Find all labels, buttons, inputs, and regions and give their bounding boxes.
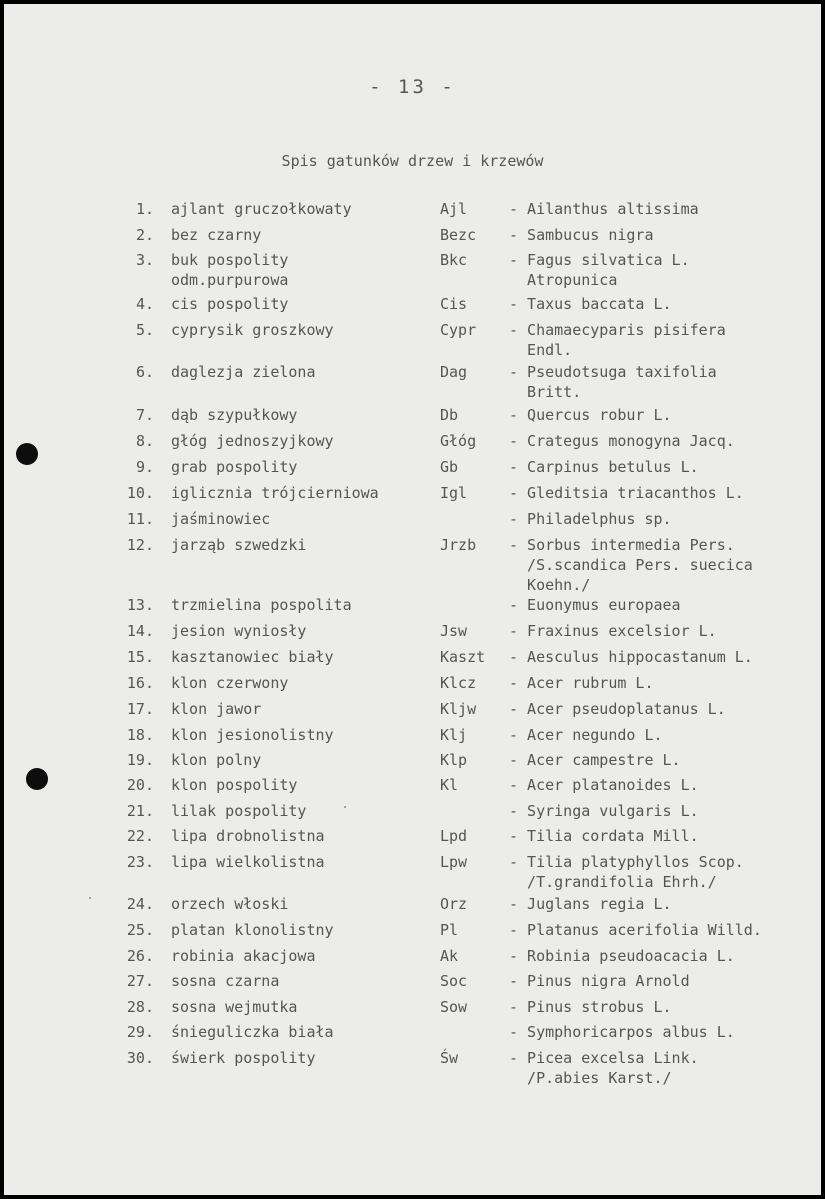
latin-name: - Euonymus europaea bbox=[509, 596, 681, 614]
latin-name: - Tilia cordata Mill. bbox=[509, 827, 699, 845]
polish-name: robinia akacjowa bbox=[171, 947, 316, 965]
entry-number: 17. bbox=[126, 700, 154, 718]
polish-name: grab pospolity bbox=[171, 458, 298, 476]
latin-name: - Quercus robur L. bbox=[509, 406, 672, 424]
latin-name: - Acer platanoides L. bbox=[509, 776, 699, 794]
polish-name: kasztanowiec biały bbox=[171, 648, 334, 666]
latin-name: - Acer campestre L. bbox=[509, 751, 681, 769]
speck-mark bbox=[344, 806, 346, 808]
latin-name: - Pseudotsuga taxifolia Britt. bbox=[509, 363, 717, 401]
abbreviation: Pl bbox=[440, 921, 459, 939]
polish-name: klon jesionolistny bbox=[171, 726, 334, 744]
page-title: Spis gatunków drzew i krzewów bbox=[281, 152, 544, 170]
entry-number: 25. bbox=[126, 921, 154, 939]
abbreviation: Sow bbox=[440, 998, 468, 1016]
abbreviation: Jsw bbox=[440, 622, 468, 640]
abbreviation: Klp bbox=[440, 751, 468, 769]
entry-number: 16. bbox=[126, 674, 154, 692]
document-page bbox=[4, 4, 821, 1195]
entry-number: 8. bbox=[135, 432, 154, 450]
polish-name: bez czarny bbox=[171, 226, 262, 244]
abbreviation: Dag bbox=[440, 363, 468, 381]
latin-name: - Crategus monogyna Jacq. bbox=[509, 432, 735, 450]
polish-name: lipa wielkolistna bbox=[171, 853, 325, 871]
polish-name: klon pospolity bbox=[171, 776, 298, 794]
entry-number: 19. bbox=[126, 751, 154, 769]
abbreviation: Jrzb bbox=[440, 536, 477, 554]
entry-number: 9. bbox=[135, 458, 154, 476]
latin-name: - Tilia platyphyllos Scop. /T.grandifolia Ehrh./ bbox=[509, 853, 744, 891]
latin-name: - Symphoricarpos albus L. bbox=[509, 1023, 735, 1041]
latin-name: - Gleditsia triacanthos L. bbox=[509, 484, 744, 502]
latin-name: - Sambucus nigra bbox=[509, 226, 654, 244]
latin-name: - Picea excelsa Link. /P.abies Karst./ bbox=[509, 1049, 699, 1087]
entry-number: 30. bbox=[126, 1049, 154, 1067]
entry-number: 3. bbox=[135, 251, 154, 269]
polish-name: klon polny bbox=[171, 751, 262, 769]
entry-number: 29. bbox=[126, 1023, 154, 1041]
entry-number: 13. bbox=[126, 596, 154, 614]
latin-name: - Acer rubrum L. bbox=[509, 674, 654, 692]
entry-number: 23. bbox=[126, 853, 154, 871]
abbreviation: Ajl bbox=[440, 200, 468, 218]
polish-name: ajlant gruczołkowaty bbox=[171, 200, 352, 218]
abbreviation: Św bbox=[440, 1049, 459, 1067]
latin-name: - Fagus silvatica L. Atropunica bbox=[509, 251, 690, 289]
abbreviation: Db bbox=[440, 406, 459, 424]
latin-name: - Philadelphus sp. bbox=[509, 510, 672, 528]
polish-name: lilak pospolity bbox=[171, 802, 307, 820]
entry-number: 24. bbox=[126, 895, 154, 913]
latin-name: - Ailanthus altissima bbox=[509, 200, 699, 218]
entry-number: 4. bbox=[135, 295, 154, 313]
abbreviation: Orz bbox=[440, 895, 468, 913]
page-number: - 13 - bbox=[369, 76, 456, 98]
speck-mark bbox=[89, 897, 91, 899]
entry-number: 10. bbox=[126, 484, 154, 502]
polish-name: platan klonolistny bbox=[171, 921, 334, 939]
entry-number: 26. bbox=[126, 947, 154, 965]
polish-name: śnieguliczka biała bbox=[171, 1023, 334, 1041]
entry-number: 5. bbox=[135, 321, 154, 339]
polish-name: orzech włoski bbox=[171, 895, 289, 913]
entry-number: 6. bbox=[135, 363, 154, 381]
polish-name: trzmielina pospolita bbox=[171, 596, 352, 614]
entry-number: 7. bbox=[135, 406, 154, 424]
abbreviation: Kljw bbox=[440, 700, 477, 718]
entry-number: 22. bbox=[126, 827, 154, 845]
abbreviation: Lpd bbox=[440, 827, 468, 845]
polish-name: iglicznia trójcierniowa bbox=[171, 484, 379, 502]
abbreviation: Lpw bbox=[440, 853, 468, 871]
entry-number: 28. bbox=[126, 998, 154, 1016]
entry-number: 2. bbox=[135, 226, 154, 244]
entry-number: 11. bbox=[126, 510, 154, 528]
latin-name: - Chamaecyparis pisifera Endl. bbox=[509, 321, 726, 359]
latin-name: - Aesculus hippocastanum L. bbox=[509, 648, 753, 666]
entry-number: 20. bbox=[126, 776, 154, 794]
abbreviation: Klcz bbox=[440, 674, 477, 692]
entry-number: 1. bbox=[135, 200, 154, 218]
entry-number: 12. bbox=[126, 536, 154, 554]
polish-name: sosna czarna bbox=[171, 972, 280, 990]
polish-name: cis pospolity bbox=[171, 295, 289, 313]
entry-number: 15. bbox=[126, 648, 154, 666]
latin-name: - Platanus acerifolia Willd. bbox=[509, 921, 762, 939]
abbreviation: Cis bbox=[440, 295, 468, 313]
abbreviation: Kl bbox=[440, 776, 459, 794]
abbreviation: Cypr bbox=[440, 321, 477, 339]
latin-name: - Pinus strobus L. bbox=[509, 998, 672, 1016]
abbreviation: Soc bbox=[440, 972, 468, 990]
polish-name: jaśminowiec bbox=[171, 510, 271, 528]
abbreviation: Bezc bbox=[440, 226, 477, 244]
entry-number: 14. bbox=[126, 622, 154, 640]
latin-name: - Syringa vulgaris L. bbox=[509, 802, 699, 820]
abbreviation: Bkc bbox=[440, 251, 468, 269]
polish-name: daglezja zielona bbox=[171, 363, 316, 381]
polish-name: sosna wejmutka bbox=[171, 998, 298, 1016]
polish-name: jarząb szwedzki bbox=[171, 536, 307, 554]
polish-name: klon czerwony bbox=[171, 674, 289, 692]
latin-name: - Acer negundo L. bbox=[509, 726, 663, 744]
entry-number: 27. bbox=[126, 972, 154, 990]
punch-hole bbox=[26, 768, 48, 790]
punch-hole bbox=[16, 443, 38, 465]
latin-name: - Sorbus intermedia Pers. /S.scandica Pers. suecica Koehn./ bbox=[509, 536, 753, 594]
abbreviation: Głóg bbox=[440, 432, 477, 450]
polish-name: głóg jednoszyjkowy bbox=[171, 432, 334, 450]
polish-name: buk pospolity odm.purpurowa bbox=[171, 251, 289, 289]
abbreviation: Klj bbox=[440, 726, 468, 744]
latin-name: - Taxus baccata L. bbox=[509, 295, 672, 313]
polish-name: świerk pospolity bbox=[171, 1049, 316, 1067]
latin-name: - Robinia pseudoacacia L. bbox=[509, 947, 735, 965]
abbreviation: Igl bbox=[440, 484, 468, 502]
polish-name: lipa drobnolistna bbox=[171, 827, 325, 845]
latin-name: - Juglans regia L. bbox=[509, 895, 672, 913]
polish-name: cyprysik groszkowy bbox=[171, 321, 334, 339]
polish-name: dąb szypułkowy bbox=[171, 406, 298, 424]
abbreviation: Ak bbox=[440, 947, 459, 965]
latin-name: - Carpinus betulus L. bbox=[509, 458, 699, 476]
latin-name: - Pinus nigra Arnold bbox=[509, 972, 690, 990]
latin-name: - Acer pseudoplatanus L. bbox=[509, 700, 726, 718]
latin-name: - Fraxinus excelsior L. bbox=[509, 622, 717, 640]
entry-number: 21. bbox=[126, 802, 154, 820]
entry-number: 18. bbox=[126, 726, 154, 744]
polish-name: jesion wyniosły bbox=[171, 622, 307, 640]
abbreviation: Gb bbox=[440, 458, 459, 476]
abbreviation: Kaszt bbox=[440, 648, 486, 666]
polish-name: klon jawor bbox=[171, 700, 262, 718]
